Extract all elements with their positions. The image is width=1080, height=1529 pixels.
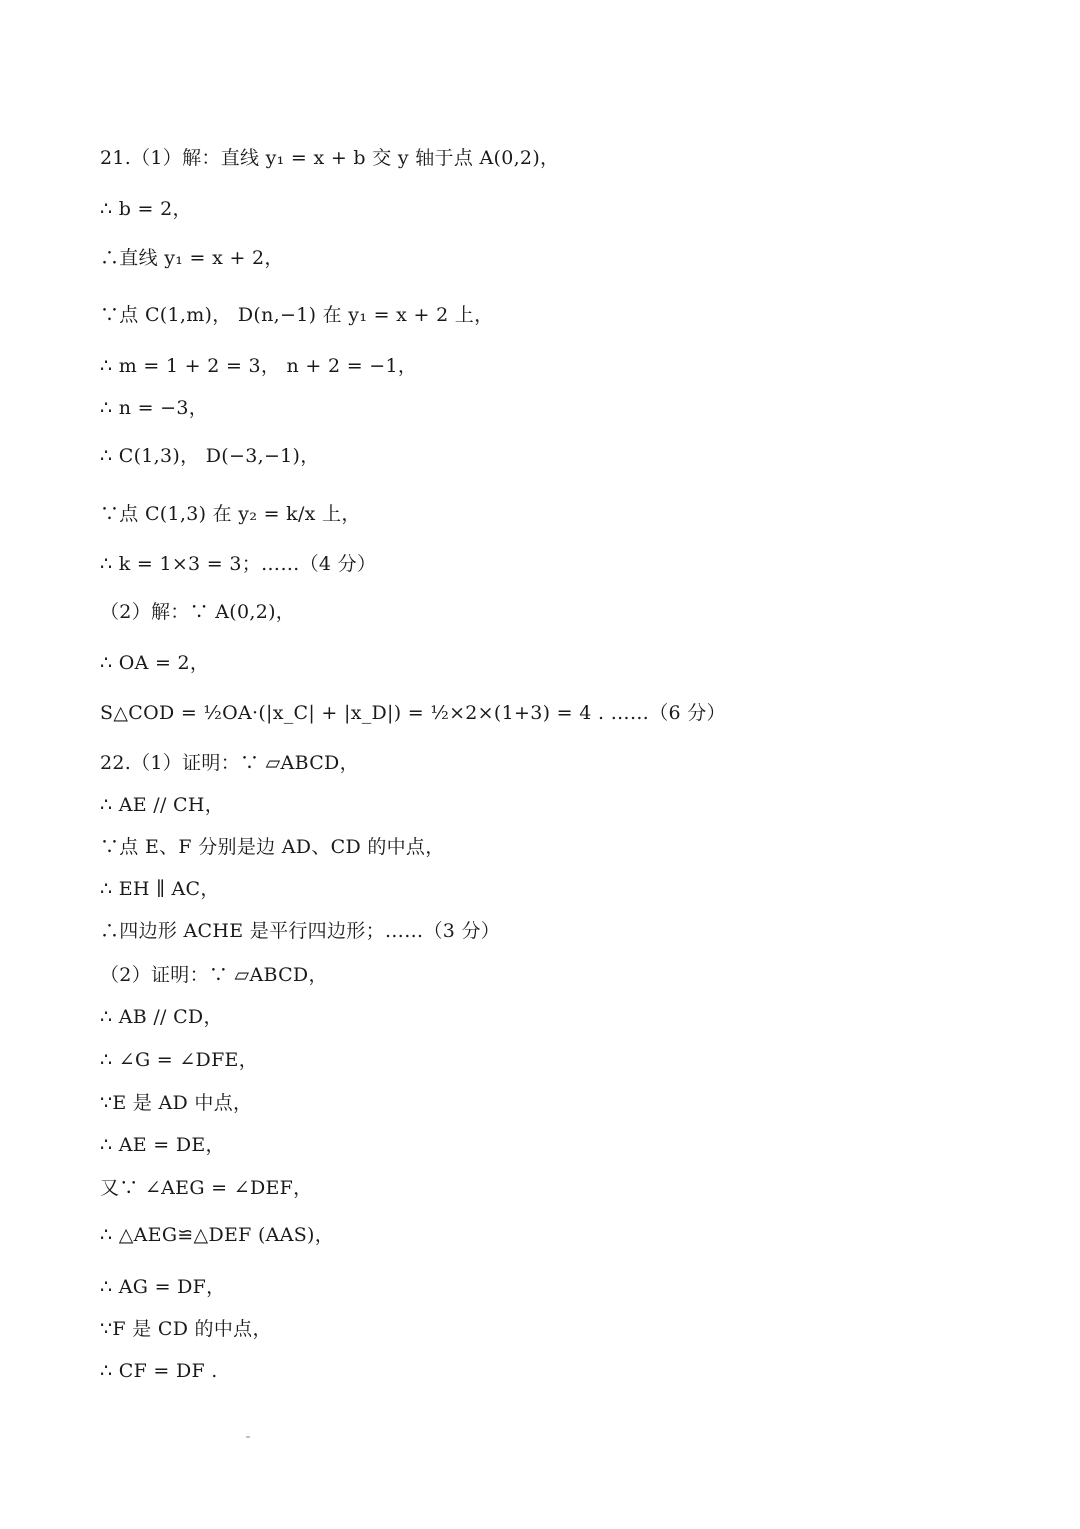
text-line: ∴ m = 1 + 2 = 3， n + 2 = −1， — [100, 355, 418, 377]
text-line: 21.（1）解：直线 y₁ = x + b 交 y 轴于点 A(0,2)， — [100, 147, 560, 169]
text-line: ∴ AE // CH， — [100, 794, 225, 816]
text-line: ∴ EH ∥ AC， — [100, 878, 220, 900]
text-line: 22.（1）证明：∵ ▱ABCD， — [100, 752, 359, 774]
text-line: ∵点 E、F 分别是边 AD、CD 的中点， — [100, 836, 445, 858]
text-line: ∴ AB // CD， — [100, 1006, 223, 1028]
text-line: ∵F 是 CD 的中点， — [100, 1318, 272, 1340]
text-line: （2）解：∵ A(0,2)， — [100, 601, 296, 623]
text-line: ∴ n = −3， — [100, 397, 209, 419]
text-line: ∴ AE = DE， — [100, 1134, 225, 1156]
text-line: ∵点 C(1,3) 在 y₂ = k/x 上， — [100, 503, 361, 525]
text-line: （2）证明：∵ ▱ABCD， — [100, 964, 328, 986]
text-line: S△COD = ½OA·(|x_C| + |x_D|) = ½×2×(1+3) = 4 . ……（6 分） — [100, 702, 726, 724]
text-line: ∴四边形 ACHE 是平行四边形；……（3 分） — [100, 920, 501, 942]
text-line: ∴ k = 1×3 = 3；……（4 分） — [100, 553, 377, 575]
text-line: ∴ C(1,3)， D(−3,−1)， — [100, 445, 320, 467]
text-line: ∴ b = 2， — [100, 198, 192, 220]
text-line: ∴ △AEG≌△DEF (AAS)， — [100, 1224, 335, 1246]
scan-speck — [246, 1436, 250, 1438]
text-line: ∵E 是 AD 中点， — [100, 1092, 253, 1114]
text-line: ∴ CF = DF . — [100, 1360, 218, 1382]
text-line: 又∵ ∠AEG = ∠DEF， — [100, 1177, 313, 1199]
text-line: ∴ AG = DF， — [100, 1276, 226, 1298]
text-line: ∴ OA = 2， — [100, 652, 210, 674]
text-line: ∴ ∠G = ∠DFE， — [100, 1049, 259, 1071]
text-line: ∴直线 y₁ = x + 2， — [100, 247, 284, 269]
text-line: ∵点 C(1,m)， D(n,−1) 在 y₁ = x + 2 上， — [100, 304, 494, 326]
